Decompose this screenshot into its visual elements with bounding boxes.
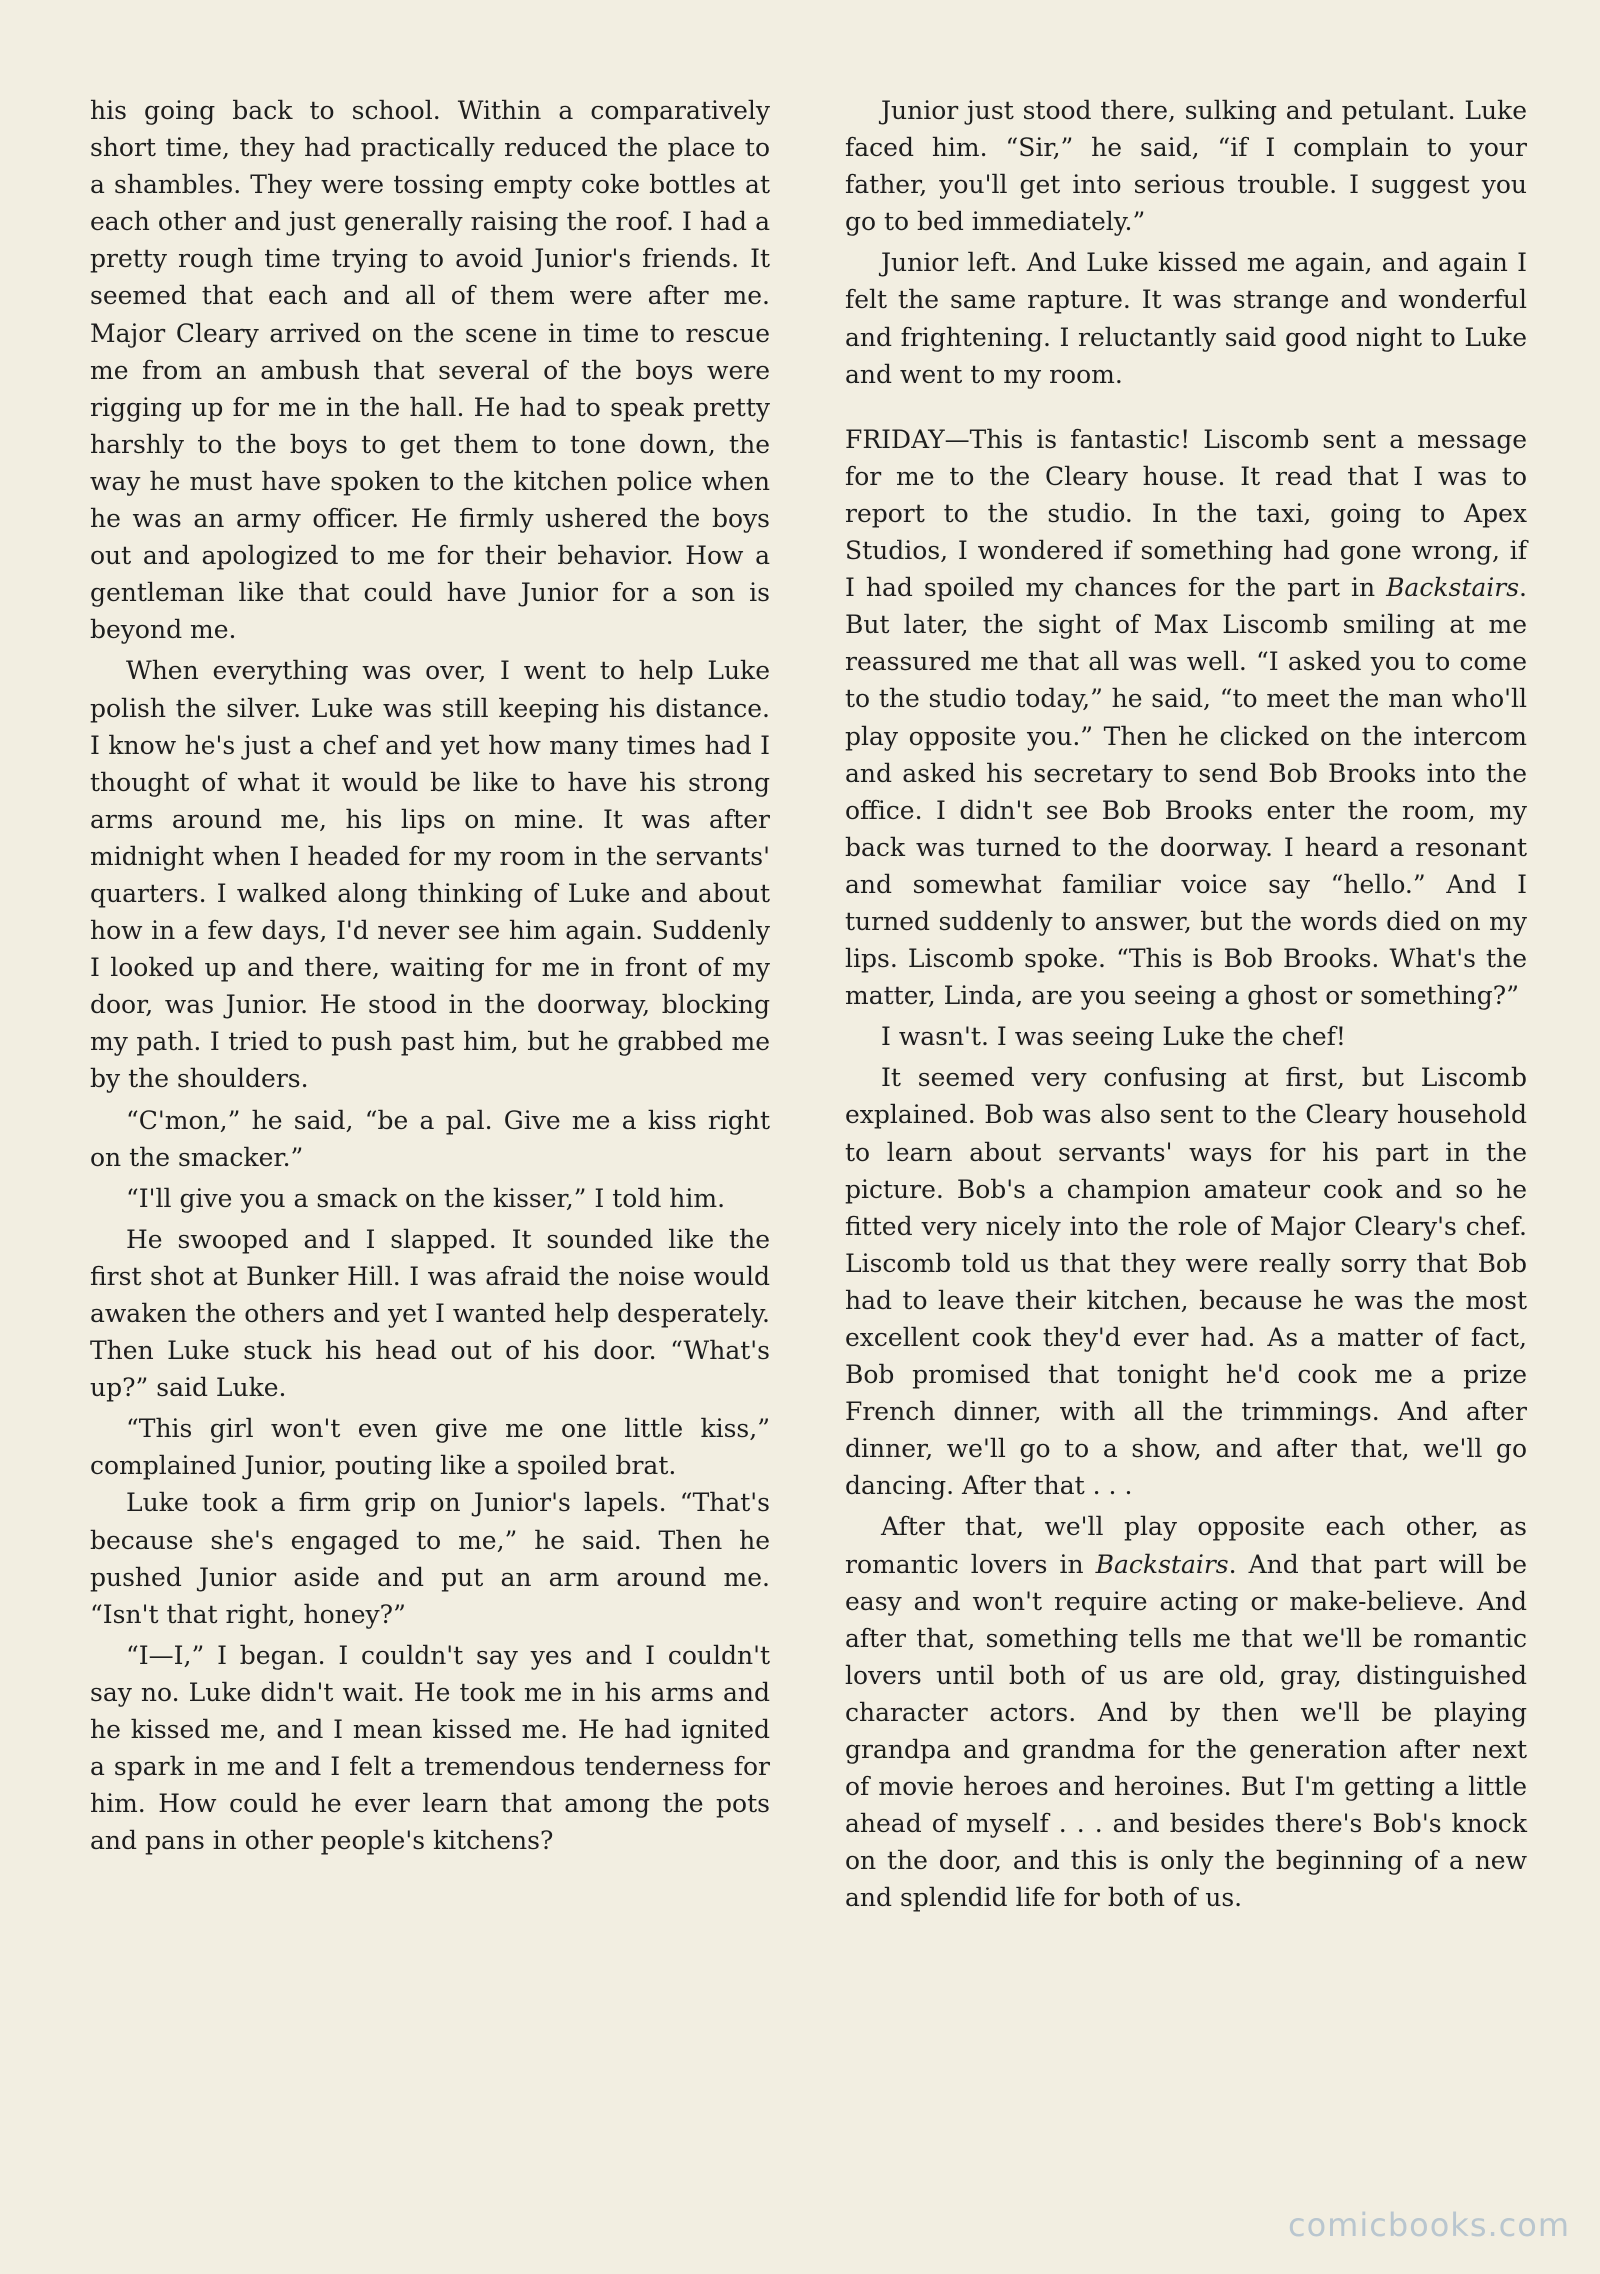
paragraph: “I'll give you a smack on the kisser,” I told him. [126,1183,726,1213]
paragraph: Junior just stood there, sulking and petulant. Luke faced him. “Sir,” he said, “if I complain to your father, you'll get into serious trouble. I suggest you go to bed immediately.” [845,96,1527,237]
paragraph-text: FRIDAY—This is fantastic! Liscomb sent a message for me to the Cleary house. It read that I was to report to the studio. In the taxi, going to Apex Studios, I wondered if something had gone wrong, if I had spoiled my chances for the part in [845,424,1527,603]
paragraph: “This girl won't even give me one little kiss,” complained Junior, pouting like a spoiled brat. [90,1414,770,1481]
paragraph: his going back to school. Within a comparatively short time, they had practically reduced the place to a shambles. They were tossing empty coke bottles at each other and just generally raising the roof. I had a pretty rough time trying to avoid Junior's friends. It seemed that each and all of them were after me. Major Cleary arrived on the scene in time to rescue me from an ambush that several of the boys were rigging up for me in the hall. He had to speak pretty harshly to the boys to get them to tone down, the way he must have spoken to the kitchen police when he was an army officer. He firmly ushered the boys out and apologized to me for their behavior. How a gentleman like that could have Junior for a son is beyond me. [90,96,770,645]
paragraph: Junior left. And Luke kissed me again, and again I felt the same rapture. It was strange and wonderful and frightening. I reluctantly said good night to Luke and went to my room. [845,248,1527,389]
paragraph-text: . But later, the sight of Max Liscomb smiling at me reassured me that all was well. “I asked you to come to the studio today,” he said, “to meet the man who'll play opposite you.” Then he clicked on the intercom and asked his secretary to send Bob Brooks into the office. I didn't see Bob Brooks enter the room, my back was turned to the doorway. I heard a resonant and somewhat familiar voice say “hello.” And I turned suddenly to answer, but the words died on my lips. Liscomb spoke. “This is Bob Brooks. What's the matter, Linda, are you seeing a ghost or something?” [845,573,1527,1011]
paragraph: It seemed very confusing at first, but Liscomb explained. Bob was also sent to the Cleary household to learn about servants' ways for his part in the picture. Bob's a champion amateur cook and so he fitted very nicely into the role of Major Cleary's chef. Liscomb told us that they were really sorry that Bob had to leave their kitchen, because he was the most excellent cook they'd ever had. As a matter of fact, Bob promised that tonight he'd cook me a prize French dinner, with all the trimmings. And after dinner, we'll go to a show, and after that, we'll go dancing. After that . . . [845,1063,1527,1501]
film-title: Backstairs [1095,1549,1229,1579]
watermark: comicbooks.com [1287,2206,1570,2244]
film-title: Backstairs [1386,573,1520,603]
paragraph-text: After that, we'll play opposite each other, as romantic lovers in [845,1512,1527,1579]
paragraph-text: . And that part will be easy and won't require acting or make-believe. And after that, something tells me that we'll be romantic lovers until both of us are old, gray, distinguished character actors. And by then we'll be playing grandpa and grandma for the generation after next of movie heroes and heroines. But I'm getting a little ahead of myself . . . and besides there's Bob's knock on the door, and this is only the beginning of a new and splendid life for both of us. [845,1549,1527,1913]
right-text-column [845,92,1527,1917]
paragraph: He swooped and I slapped. It sounded like the first shot at Bunker Hill. I was afraid the noise would awaken the others and yet I wanted help desperately. Then Luke stuck his head out of his door. “What's up?” said Luke. [90,1224,770,1403]
paragraph-final [845,1508,1527,1916]
paragraph: When everything was over, I went to help Luke polish the silver. Luke was still keeping his distance. I know he's just a chef and yet how many times had I thought of what it would be like to have his strong arms around me, his lips on mine. It was after midnight when I headed for my room in the servants' quarters. I walked along thinking of Luke and about how in a few days, I'd never see him again. Suddenly I looked up and there, waiting for me in front of my door, was Junior. He stood in the doorway, blocking my path. I tried to push past him, but he grabbed me by the shoulders. [90,656,770,1094]
paragraph: Luke took a firm grip on Junior's lapels. “That's because she's engaged to me,” he said. Then he pushed Junior aside and put an arm around me. “Isn't that right, honey?” [90,1488,770,1629]
paragraph: “I—I,” I began. I couldn't say yes and I couldn't say no. Luke didn't wait. He took me in his arms and he kissed me, and I mean kissed me. He had ignited a spark in me and I felt a tremendous tenderness for him. How could he ever learn that among the pots and pans in other people's kitchens? [90,1640,770,1856]
left-text-column [90,92,770,1859]
paragraph: “C'mon,” he said, “be a pal. Give me a kiss right on the smacker.” [90,1105,770,1172]
paragraph: I wasn't. I was seeing Luke the chef! [881,1022,1346,1052]
paragraph-friday [845,421,1527,1015]
